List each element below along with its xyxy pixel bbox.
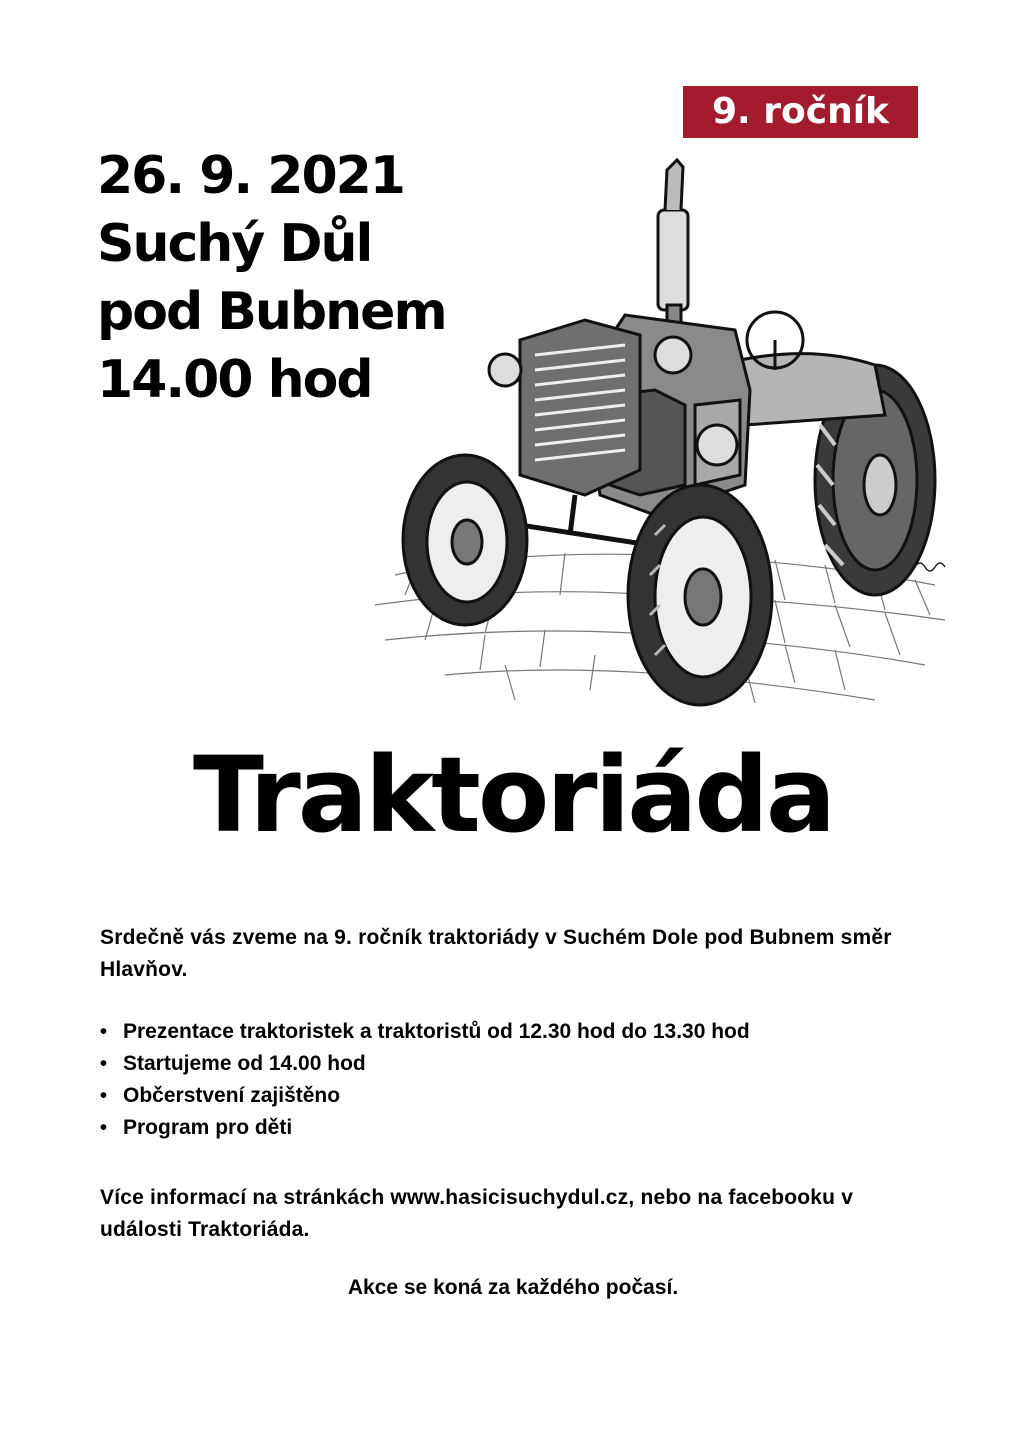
tractor-illustration xyxy=(355,155,955,710)
list-item: • Občerstvení zajištěno xyxy=(100,1080,750,1112)
event-date: 26. 9. 2021 xyxy=(97,146,404,206)
artist-signature xyxy=(915,563,945,571)
event-time: 14.00 hod xyxy=(97,350,372,410)
edition-badge: 9. ročník xyxy=(683,86,918,138)
program-list xyxy=(100,1016,750,1144)
closing-note: Akce se koná za každého počasí. xyxy=(347,1276,679,1299)
list-item: • Startujeme od 14.00 hod xyxy=(100,1048,750,1080)
invitation-text: Srdečně vás zveme na 9. ročník traktoriády v Suchém Dole pod Bubnem směr Hlavňov. xyxy=(100,926,892,981)
list-item: • Prezentace traktoristek a traktoristů od 12.30 hod do 13.30 hod xyxy=(100,1016,750,1048)
front-left-wheel xyxy=(403,455,527,625)
tractor-fender xyxy=(740,312,885,425)
event-place-line2: pod Bubnem xyxy=(97,282,446,342)
event-place-line1: Suchý Důl xyxy=(97,214,372,274)
more-info-text: Více informací na stránkách www.hasicisuchydul.cz, nebo na facebooku v události Traktoriáda. xyxy=(100,1186,854,1241)
list-item: • Program pro děti xyxy=(100,1112,750,1144)
event-title: Traktoriáda xyxy=(192,734,834,856)
exhaust-pipe xyxy=(658,160,688,335)
front-right-wheel xyxy=(628,485,772,705)
